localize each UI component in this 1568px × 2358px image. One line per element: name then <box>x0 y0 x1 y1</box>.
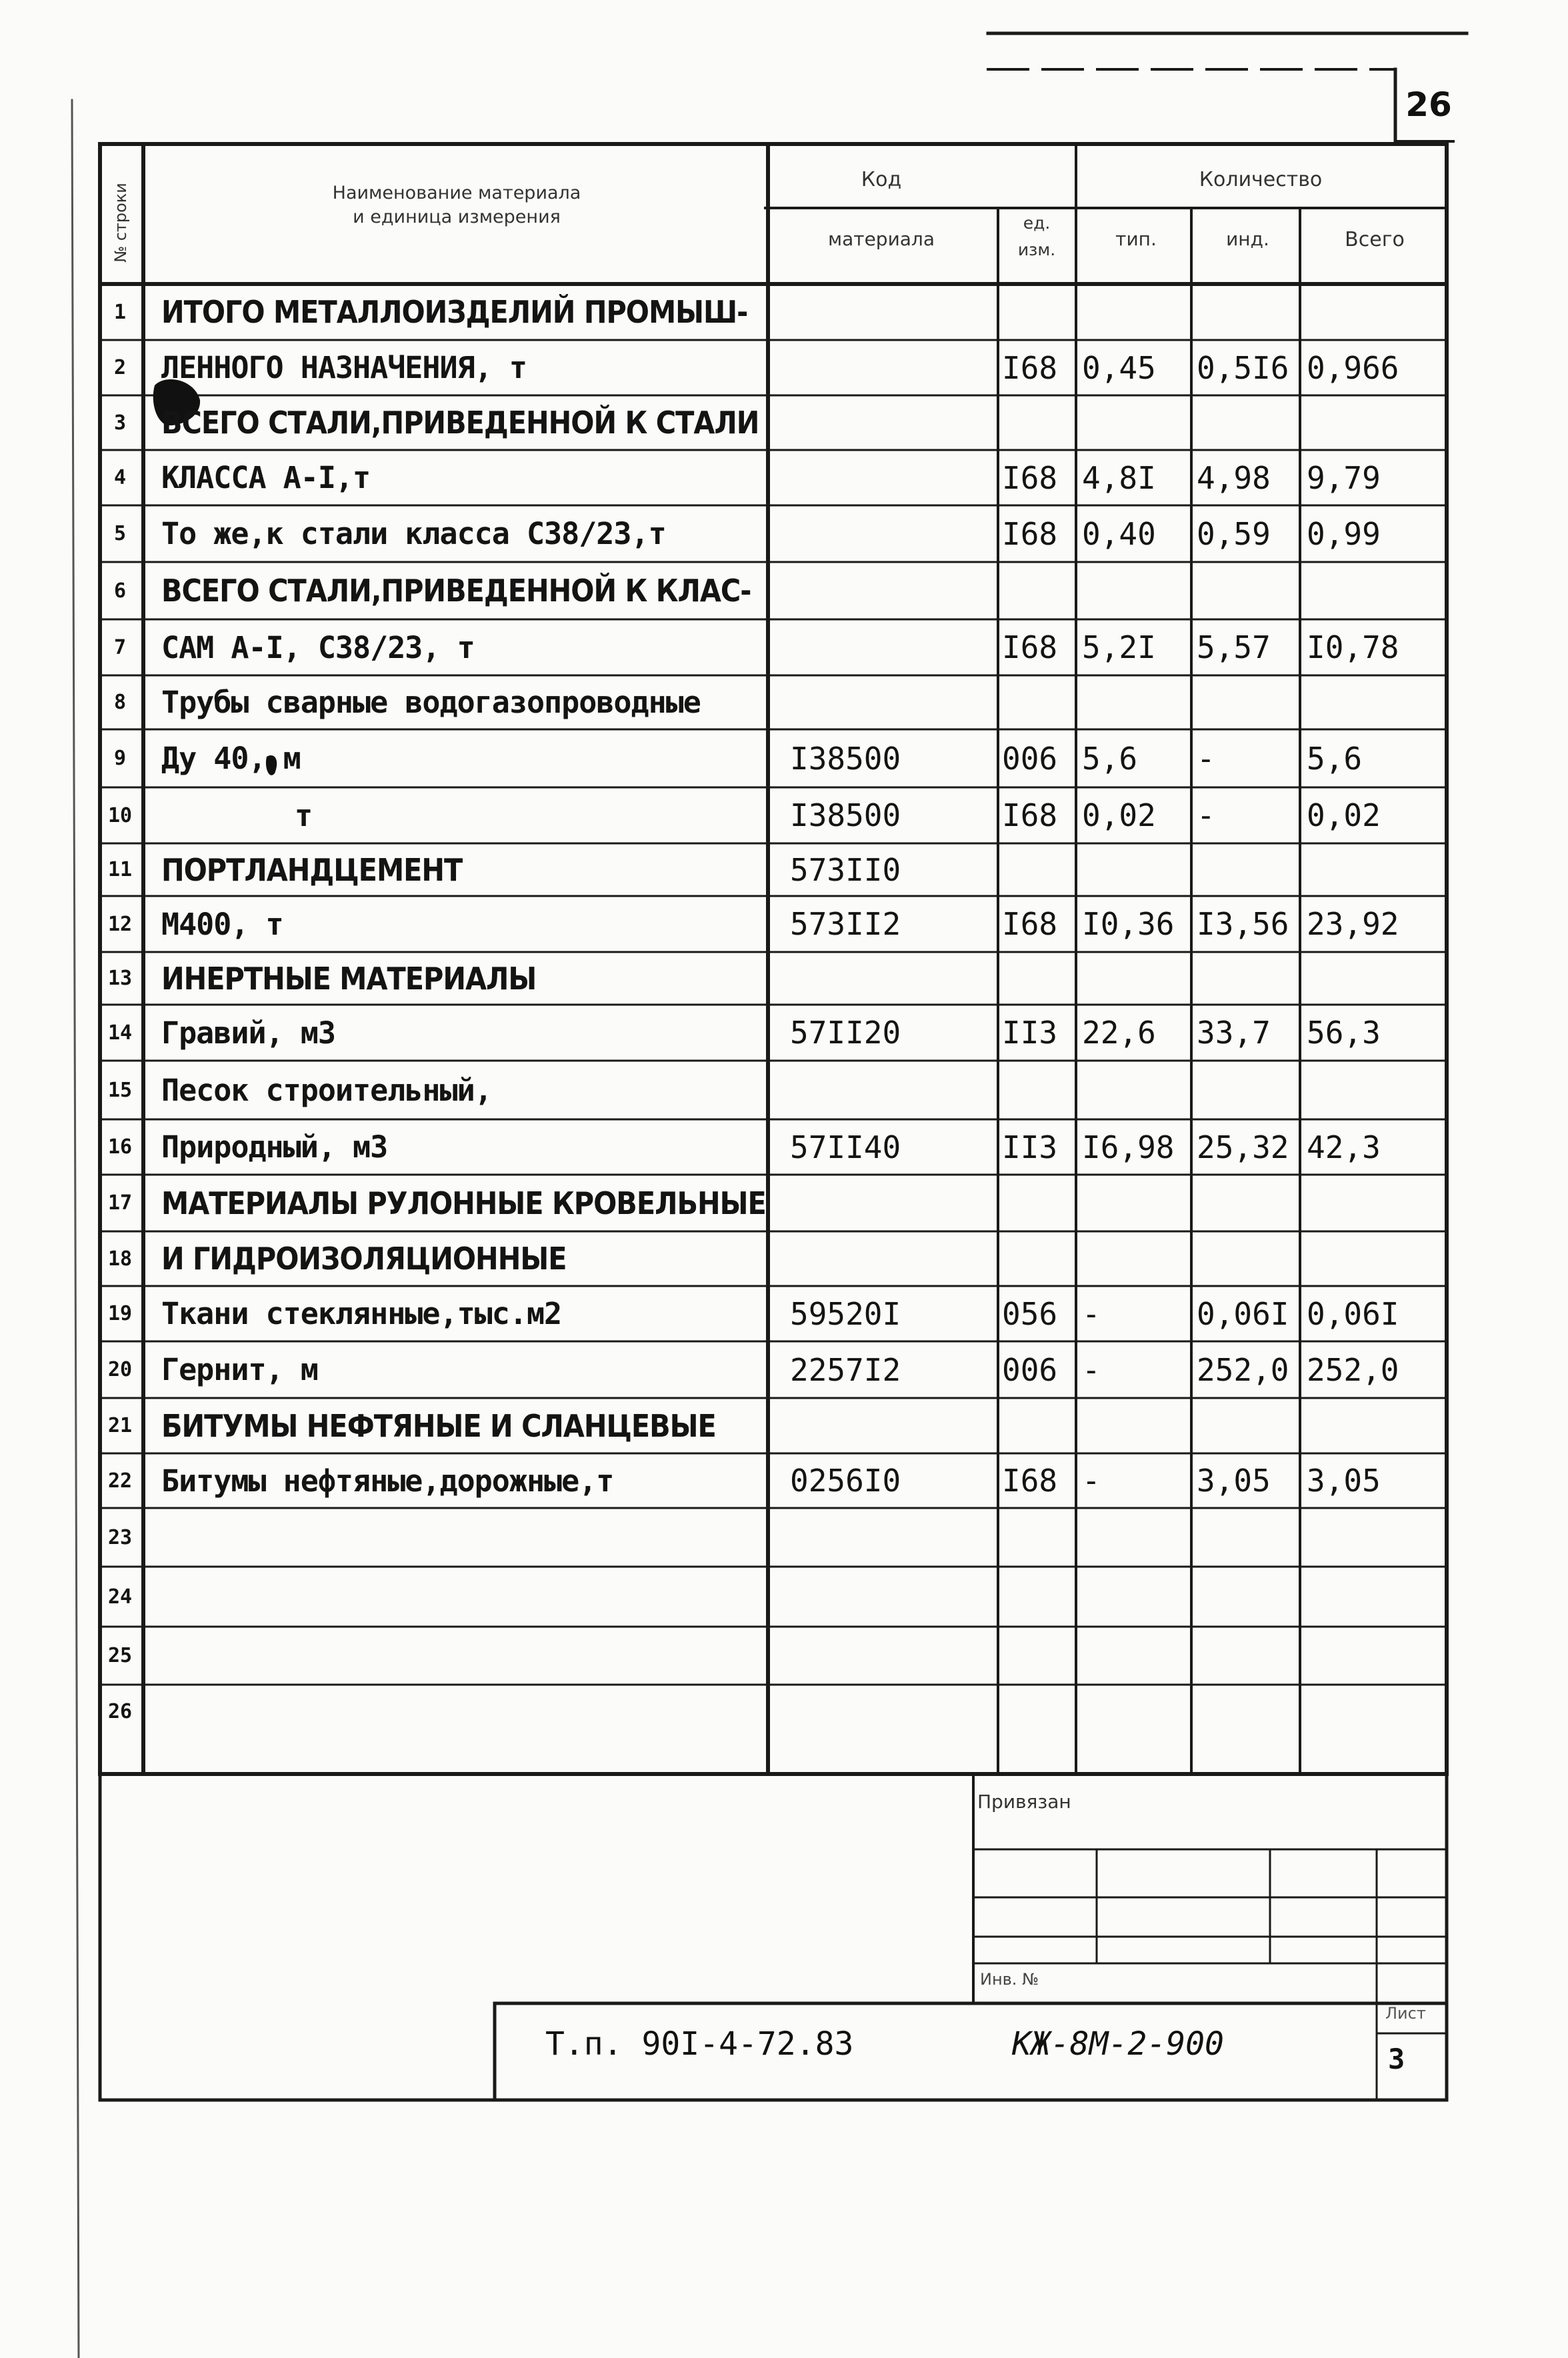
quantity-header: Количество <box>1199 168 1323 191</box>
total-qty-cell <box>1307 675 1450 729</box>
ind-header: инд. <box>1226 228 1269 250</box>
ind-qty-cell <box>1197 1508 1307 1567</box>
privyazan-label: Привязан <box>977 1791 1071 1813</box>
typ-qty-cell: 22,6 <box>1082 1015 1156 1051</box>
table-row <box>100 619 1447 675</box>
row-number: 25 <box>107 1644 133 1667</box>
unit-code-cell <box>1002 1567 1075 1627</box>
table-row <box>100 1286 1447 1341</box>
total-qty-cell <box>1307 952 1450 1005</box>
row-number: 5 <box>113 522 127 545</box>
material-code-cell <box>790 952 990 1005</box>
table-row <box>100 1231 1447 1286</box>
ind-qty-cell <box>1197 1175 1307 1231</box>
typ-qty-cell: I0,36 <box>1082 906 1175 942</box>
material-name-cell: МАТЕРИАЛЫ РУЛОННЫЕ КРОВЕЛЬНЫЕ <box>161 1185 766 1221</box>
typ-qty-cell: 5,2I <box>1082 629 1156 665</box>
unit-code-cell <box>1002 562 1075 619</box>
typ-qty-cell <box>1082 675 1195 729</box>
unit-code-cell <box>1002 284 1075 340</box>
material-code-cell <box>790 1567 990 1627</box>
total-qty-cell <box>1307 1627 1450 1685</box>
table-row <box>100 1175 1447 1231</box>
row-number: 21 <box>107 1414 133 1437</box>
table-row <box>100 896 1447 952</box>
material-name-cell: САМ А-I, С38/23, т <box>161 629 475 665</box>
total-qty-cell <box>1307 395 1450 450</box>
material-code-cell <box>790 450 990 505</box>
material-code-cell <box>790 395 990 450</box>
typ-qty-cell <box>1082 1398 1195 1453</box>
material-name-cell: БИТУМЫ НЕФТЯНЫЕ И СЛАНЦЕВЫЕ <box>161 1407 716 1444</box>
row-number: 10 <box>107 803 133 827</box>
ind-qty-cell <box>1197 843 1307 896</box>
material-name-cell: Ткани стеклянные,тыс.м2 <box>161 1296 562 1331</box>
typ-qty-cell <box>1082 843 1195 896</box>
table-row <box>100 729 1447 787</box>
total-qty-cell <box>1307 562 1450 619</box>
unit-code-cell: I68 <box>1002 906 1058 942</box>
ind-qty-cell: 25,32 <box>1197 1129 1289 1165</box>
table-row <box>100 675 1447 729</box>
ind-qty-cell <box>1197 1398 1307 1453</box>
total-qty-cell <box>1307 284 1450 340</box>
material-name-cell: И ГИДРОИЗОЛЯЦИОННЫЕ <box>161 1241 567 1277</box>
unit-code-cell <box>1002 1061 1075 1119</box>
name-header: Наименование материала и единица измерения <box>332 183 581 227</box>
table-row <box>100 952 1447 1005</box>
code-header: Код <box>861 168 902 191</box>
table-row <box>100 1061 1447 1119</box>
unit-code-cell: 006 <box>1002 1351 1058 1388</box>
inventory-number-label: Инв. № <box>980 1970 1039 1989</box>
material-code-cell <box>790 340 990 395</box>
unit-header: ед. изм. <box>1017 213 1056 259</box>
row-number: 6 <box>113 579 127 603</box>
table-row <box>100 787 1447 843</box>
table-row <box>100 340 1447 395</box>
material-name-cell: ВСЕГО СТАЛИ,ПРИВЕДЕННОЙ К КЛАС- <box>161 573 751 609</box>
total-qty-cell: 9,79 <box>1307 459 1381 496</box>
total-qty-cell: 5,6 <box>1307 740 1363 777</box>
total-qty-cell: 252,0 <box>1307 1351 1399 1388</box>
unit-code-cell: I68 <box>1002 797 1058 833</box>
unit-code-cell: I68 <box>1002 1463 1058 1499</box>
unit-code-cell: II3 <box>1002 1015 1058 1051</box>
material-code-cell: 59520I <box>790 1295 901 1332</box>
material-name-cell: КЛАССА А-I,т <box>161 460 371 495</box>
material-code-cell <box>790 1175 990 1231</box>
row-number: 8 <box>113 691 127 714</box>
unit-code-cell <box>1002 675 1075 729</box>
material-code-cell: 573II0 <box>790 851 901 888</box>
row-number: 14 <box>107 1021 133 1045</box>
ind-qty-cell <box>1197 395 1307 450</box>
unit-code-cell: I68 <box>1002 349 1058 386</box>
typ-qty-cell <box>1082 395 1195 450</box>
total-qty-cell <box>1307 1508 1450 1567</box>
material-name-cell: Битумы нефтяные,дорожные,т <box>161 1463 614 1499</box>
total-qty-cell: 0,02 <box>1307 797 1381 833</box>
ind-qty-cell: 4,98 <box>1197 459 1271 496</box>
row-number: 3 <box>113 411 127 435</box>
typ-qty-cell: - <box>1082 1295 1101 1332</box>
material-code-cell <box>790 1231 990 1286</box>
unit-code-cell <box>1002 1627 1075 1685</box>
row-number: 19 <box>107 1302 133 1325</box>
total-qty-cell <box>1307 1175 1450 1231</box>
typ-qty-cell: 0,45 <box>1082 349 1156 386</box>
total-qty-cell <box>1307 1061 1450 1119</box>
row-number: 12 <box>107 912 133 936</box>
ind-qty-cell <box>1197 675 1307 729</box>
unit-code-cell: I68 <box>1002 459 1058 496</box>
unit-code-cell <box>1002 1685 1075 1738</box>
material-name-cell: т <box>295 797 313 833</box>
rownum-header: № строки <box>111 183 130 263</box>
row-number: 24 <box>107 1585 133 1609</box>
ind-qty-cell <box>1197 284 1307 340</box>
material-name-cell: Природный, м3 <box>161 1129 388 1165</box>
material-code-cell <box>790 619 990 675</box>
total-qty-cell <box>1307 1231 1450 1286</box>
material-name-cell: ИТОГО МЕТАЛЛОИЗДЕЛИЙ ПРОМЫШ- <box>161 294 748 330</box>
ind-qty-cell: 0,5I6 <box>1197 349 1289 386</box>
material-code-cell <box>790 1061 990 1119</box>
material-code-cell <box>790 562 990 619</box>
unit-code-cell: I68 <box>1002 629 1058 665</box>
table-row <box>100 1341 1447 1398</box>
row-number: 22 <box>107 1469 133 1493</box>
material-name-cell <box>161 1685 861 1738</box>
ind-qty-cell <box>1197 952 1307 1005</box>
total-qty-cell: 0,99 <box>1307 515 1381 552</box>
material-name-cell: Ду 40, м <box>161 741 301 776</box>
material-name-cell: Гернит, м <box>161 1352 318 1387</box>
row-number: 2 <box>113 356 127 379</box>
material-code-cell: 573II2 <box>790 906 901 942</box>
table-row <box>100 562 1447 619</box>
material-code-cell <box>790 675 990 729</box>
material-name-cell <box>161 1508 861 1567</box>
total-qty-cell: 23,92 <box>1307 906 1399 942</box>
row-number: 7 <box>113 635 127 659</box>
unit-code-cell <box>1002 1508 1075 1567</box>
total-qty-cell: 42,3 <box>1307 1129 1381 1165</box>
row-number: 1 <box>113 300 127 324</box>
table-row <box>100 1685 1447 1738</box>
unit-code-cell: I68 <box>1002 515 1058 552</box>
unit-code-cell <box>1002 395 1075 450</box>
total-qty-cell: I0,78 <box>1307 629 1399 665</box>
row-number: 15 <box>107 1078 133 1102</box>
ind-qty-cell: 3,05 <box>1197 1463 1271 1499</box>
unit-code-cell: 056 <box>1002 1295 1058 1332</box>
typ-qty-cell: 0,40 <box>1082 515 1156 552</box>
table-row <box>100 395 1447 450</box>
unit-code-cell <box>1002 952 1075 1005</box>
material-name-cell: Гравий, м3 <box>161 1015 335 1051</box>
ind-qty-cell: 0,59 <box>1197 515 1271 552</box>
material-name-cell: М400, т <box>161 906 283 942</box>
row-number: 26 <box>107 1699 133 1723</box>
material-name-cell: ВСЕГО СТАЛИ,ПРИВЕДЕННОЙ К СТАЛИ <box>161 405 759 441</box>
ind-qty-cell: 252,0 <box>1197 1351 1289 1388</box>
table-row <box>100 1627 1447 1685</box>
material-code-cell: I38500 <box>790 797 901 833</box>
sheet-label: Лист <box>1385 2004 1426 2023</box>
typ-header: тип. <box>1115 228 1157 250</box>
sheet-number: 3 <box>1388 2043 1405 2075</box>
total-qty-cell <box>1307 1398 1450 1453</box>
total-qty-cell: 56,3 <box>1307 1015 1381 1051</box>
ind-qty-cell <box>1197 562 1307 619</box>
table-row <box>100 284 1447 340</box>
ind-qty-cell <box>1197 1231 1307 1286</box>
typ-qty-cell <box>1082 1567 1195 1627</box>
ind-qty-cell <box>1197 1627 1307 1685</box>
material-name-cell: ИНЕРТНЫЕ МАТЕРИАЛЫ <box>161 960 537 997</box>
material-name-cell: ПОРТЛАНДЦЕМЕНТ <box>161 851 463 888</box>
material-code-cell: 57II20 <box>790 1015 901 1051</box>
material-code-cell: 0256I0 <box>790 1463 901 1499</box>
typ-qty-cell <box>1082 1685 1195 1738</box>
row-number: 4 <box>113 466 127 489</box>
typ-qty-cell: 0,02 <box>1082 797 1156 833</box>
material-code-cell <box>790 1508 990 1567</box>
material-code-header: материала <box>827 228 935 250</box>
typ-qty-cell: I6,98 <box>1082 1129 1175 1165</box>
total-qty-cell: 0,06I <box>1307 1295 1399 1332</box>
typ-qty-cell <box>1082 1175 1195 1231</box>
material-code-cell <box>790 1685 990 1738</box>
unit-code-cell <box>1002 843 1075 896</box>
unit-code-cell: 006 <box>1002 740 1058 777</box>
material-name-cell: ЛЕННОГО НАЗНАЧЕНИЯ, т <box>161 350 527 385</box>
typ-qty-cell: - <box>1082 1351 1101 1388</box>
row-number: 20 <box>107 1358 133 1381</box>
total-header: Всего <box>1345 228 1405 251</box>
material-code-cell <box>790 284 990 340</box>
page-number: 26 <box>1405 85 1452 124</box>
typ-qty-cell: 5,6 <box>1082 740 1138 777</box>
unit-code-cell <box>1002 1231 1075 1286</box>
material-code-cell: I38500 <box>790 740 901 777</box>
ind-qty-cell: 33,7 <box>1197 1015 1271 1051</box>
ind-qty-cell: 5,57 <box>1197 629 1271 665</box>
row-number: 16 <box>107 1135 133 1159</box>
table-row <box>100 843 1447 896</box>
ind-qty-cell <box>1197 1685 1307 1738</box>
table-row <box>100 505 1447 562</box>
material-name-cell: То же,к стали класса С38/23,т <box>161 516 666 551</box>
material-code-cell <box>790 505 990 562</box>
material-name-cell <box>161 1567 861 1627</box>
material-code-cell <box>790 1398 990 1453</box>
material-name-cell: Трубы сварные водогазопроводные <box>161 685 701 720</box>
typ-qty-cell <box>1082 1627 1195 1685</box>
material-code-cell: 2257I2 <box>790 1351 901 1388</box>
ind-qty-cell: - <box>1197 740 1215 777</box>
document-number: Т.п. 90I-4-72.83 <box>545 2025 854 2063</box>
table-row <box>100 1567 1447 1627</box>
total-qty-cell <box>1307 843 1450 896</box>
ind-qty-cell: - <box>1197 797 1215 833</box>
table-row <box>100 1398 1447 1453</box>
total-qty-cell <box>1307 1685 1450 1738</box>
material-code-cell: 57II40 <box>790 1129 901 1165</box>
typ-qty-cell <box>1082 1231 1195 1286</box>
typ-qty-cell <box>1082 952 1195 1005</box>
row-number: 17 <box>107 1191 133 1215</box>
material-name-cell: Песок строительный, <box>161 1072 492 1108</box>
typ-qty-cell <box>1082 284 1195 340</box>
typ-qty-cell: - <box>1082 1463 1101 1499</box>
table-row <box>100 1119 1447 1175</box>
table-row <box>100 450 1447 505</box>
unit-code-cell: II3 <box>1002 1129 1058 1165</box>
row-number: 18 <box>107 1247 133 1271</box>
table-row <box>100 1508 1447 1567</box>
document-code: КЖ-8М-2-900 <box>1012 2025 1224 2063</box>
total-qty-cell <box>1307 1567 1450 1627</box>
ind-qty-cell: 0,06I <box>1197 1295 1289 1332</box>
ind-qty-cell <box>1197 1061 1307 1119</box>
table-row <box>100 1005 1447 1061</box>
typ-qty-cell <box>1082 1061 1195 1119</box>
row-number: 13 <box>107 967 133 990</box>
unit-code-cell <box>1002 1175 1075 1231</box>
row-number: 11 <box>107 858 133 881</box>
row-number: 23 <box>107 1525 133 1549</box>
typ-qty-cell <box>1082 562 1195 619</box>
material-name-cell <box>161 1627 861 1685</box>
typ-qty-cell <box>1082 1508 1195 1567</box>
typ-qty-cell: 4,8I <box>1082 459 1156 496</box>
table-row <box>100 1453 1447 1508</box>
material-code-cell <box>790 1627 990 1685</box>
total-qty-cell: 3,05 <box>1307 1463 1381 1499</box>
ind-qty-cell <box>1197 1567 1307 1627</box>
ind-qty-cell: I3,56 <box>1197 906 1289 942</box>
total-qty-cell: 0,966 <box>1307 349 1399 386</box>
row-number: 9 <box>113 747 127 770</box>
unit-code-cell <box>1002 1398 1075 1453</box>
